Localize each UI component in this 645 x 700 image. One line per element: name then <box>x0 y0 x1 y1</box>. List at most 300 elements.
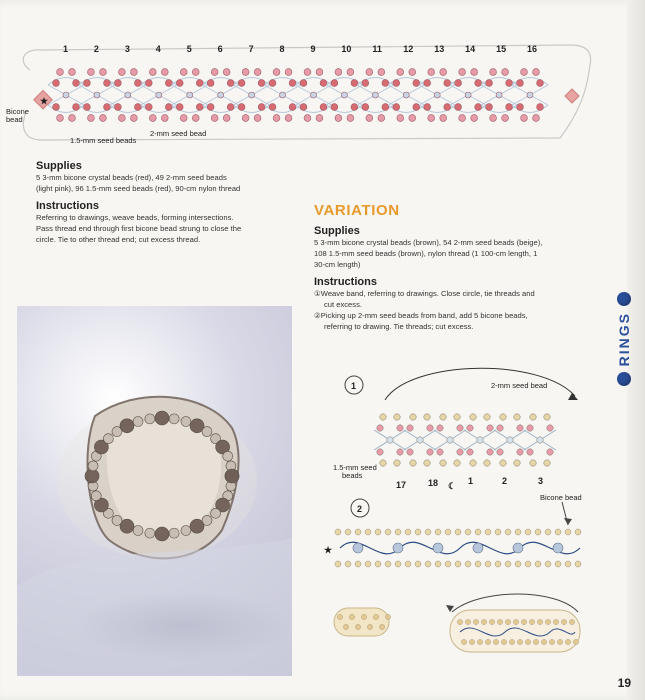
variation-instr1-line-2: cut excess. <box>324 300 362 309</box>
bead <box>490 115 497 122</box>
rings-tab-text: RINGS <box>616 312 632 367</box>
bead <box>196 104 203 111</box>
top-diagram-number: 8 <box>279 44 285 54</box>
bead <box>393 80 400 87</box>
bead <box>118 115 125 122</box>
bead <box>490 69 497 76</box>
bead <box>427 449 433 455</box>
bead <box>192 115 199 122</box>
bead <box>377 425 383 431</box>
bead <box>530 414 536 420</box>
mini-bead <box>457 619 462 624</box>
bead <box>377 449 383 455</box>
bead <box>331 80 338 87</box>
bead <box>455 80 462 87</box>
page-number: 19 <box>617 676 631 690</box>
bead-bow-pattern <box>48 69 548 122</box>
bead <box>320 104 327 111</box>
mini-bead <box>549 639 554 644</box>
bead <box>165 80 172 87</box>
bead <box>88 69 95 76</box>
bead <box>300 80 307 87</box>
bead <box>537 80 544 87</box>
seed-bead <box>365 529 371 535</box>
instructions-line-2: Pass thread end through first bicone bead strung to close the <box>36 224 242 233</box>
ring-bead <box>155 411 169 425</box>
mini-bead <box>473 619 478 624</box>
bead <box>470 414 476 420</box>
bead <box>100 69 107 76</box>
bead <box>227 104 234 111</box>
seed-bead <box>465 529 471 535</box>
ring-bead <box>155 527 169 541</box>
seed-bead <box>335 561 341 567</box>
bead <box>527 425 533 431</box>
mini-bead <box>379 624 384 629</box>
variation-diagram <box>320 360 620 680</box>
thread-outline <box>23 45 590 140</box>
bead <box>207 104 214 111</box>
top-diagram-number: 6 <box>217 44 223 54</box>
bead <box>382 80 389 87</box>
seed-bead <box>385 561 391 567</box>
bead <box>397 69 404 76</box>
seed-bead <box>465 561 471 567</box>
ring-bead <box>190 519 204 533</box>
ring-bead <box>223 451 233 461</box>
bead <box>289 80 296 87</box>
variation-step-2-band <box>335 529 581 567</box>
bead <box>242 69 249 76</box>
bead <box>471 115 478 122</box>
bead <box>211 115 218 122</box>
mini-bead <box>343 624 348 629</box>
mini-bead <box>529 619 534 624</box>
bead <box>467 449 473 455</box>
seed-bead <box>345 529 351 535</box>
variation-supplies-line-3: 30-cm length) <box>314 260 361 269</box>
bead <box>517 80 524 87</box>
seed-bead <box>485 529 491 535</box>
top-diagram-number: 16 <box>527 44 538 54</box>
bead <box>457 425 463 431</box>
bead <box>149 69 156 76</box>
ring-bead <box>120 419 134 433</box>
bead <box>486 104 493 111</box>
mini-bead <box>465 619 470 624</box>
bead <box>394 414 400 420</box>
seed-bead <box>545 529 551 535</box>
bead <box>506 104 513 111</box>
variation-instructions-title: Instructions <box>314 276 377 288</box>
mini-bead <box>501 639 506 644</box>
top-diagram-number: 10 <box>341 44 352 54</box>
bead <box>187 92 193 98</box>
supplies-line-2: (light pink), 96 1.5-mm seed beads (red), 90-cm nylon thread <box>36 184 241 193</box>
mini-bead <box>553 619 558 624</box>
bead <box>397 449 403 455</box>
bead <box>223 69 230 76</box>
mini-bead <box>513 619 518 624</box>
seed-bead <box>475 529 481 535</box>
bead <box>165 104 172 111</box>
bead <box>73 104 80 111</box>
bead <box>63 92 69 98</box>
seed-bead <box>565 561 571 567</box>
seed-bead <box>415 561 421 567</box>
bead <box>527 449 533 455</box>
left-instructions <box>36 160 306 245</box>
bead <box>380 414 386 420</box>
center-bead <box>513 543 523 553</box>
mini-bead <box>361 614 366 619</box>
bead <box>249 92 255 98</box>
bead <box>310 92 316 98</box>
seed-bead <box>425 529 431 535</box>
bead <box>444 104 451 111</box>
seed-bead <box>335 529 341 535</box>
bead <box>514 414 520 420</box>
bead <box>258 104 265 111</box>
seed-2-mm-label: 2-mm seed bead <box>491 381 548 390</box>
seed-bead <box>555 561 561 567</box>
bead <box>335 115 342 122</box>
bead <box>533 115 540 122</box>
seed-bead <box>375 561 381 567</box>
bead <box>130 115 137 122</box>
bead <box>470 460 476 466</box>
mini-bead <box>541 639 546 644</box>
bead <box>114 104 121 111</box>
bead <box>118 69 125 76</box>
seed-bead <box>435 529 441 535</box>
variation-step-1-beads <box>374 414 556 466</box>
variation-title: VARIATION <box>314 202 400 219</box>
top-diagram-number: 3 <box>124 44 130 54</box>
mini-bead <box>569 619 574 624</box>
rings-side-tab <box>613 292 635 390</box>
bead <box>500 460 506 466</box>
variation-supplies-line-1: 5 3-mm bicone crystal beads (brown), 54 2-mm seed beads (beige), <box>314 238 543 247</box>
bead <box>238 104 245 111</box>
variation-instr2-line-2: referring to drawing. Tie threads; cut excess. <box>324 322 474 331</box>
star-marker: ★ <box>40 96 49 106</box>
bead <box>380 460 386 466</box>
bead <box>475 104 482 111</box>
seed-15-label-a: 1.5-mm seed <box>333 463 377 472</box>
bead <box>397 115 404 122</box>
ring-photo <box>17 306 292 676</box>
seed-2-label: 2-mm seed bead <box>150 129 207 138</box>
bicone-bead-label: Bicone bead <box>6 107 29 124</box>
top-diagram-number: 2 <box>93 44 99 54</box>
ring-bead <box>91 491 101 501</box>
top-weaving-diagram <box>0 0 645 150</box>
bead <box>53 80 60 87</box>
num-2: 2 <box>502 476 508 486</box>
seed-bead <box>405 561 411 567</box>
bead <box>459 115 466 122</box>
supplies-line-1: 5 3-mm bicone crystal beads (red), 49 2-mm seed beads <box>36 173 227 182</box>
bead <box>269 80 276 87</box>
mini-ring-left <box>334 608 391 636</box>
bead <box>114 80 121 87</box>
num-3: 3 <box>538 476 544 486</box>
bead <box>73 80 80 87</box>
bead <box>145 80 152 87</box>
bead <box>477 437 483 443</box>
seed-bead <box>495 561 501 567</box>
bead <box>341 92 347 98</box>
bead <box>335 69 342 76</box>
bead <box>285 115 292 122</box>
step-1-number: 1 <box>351 381 357 391</box>
ring-bead <box>145 528 155 538</box>
ring-bead <box>133 416 143 426</box>
bead <box>176 104 183 111</box>
mini-bead <box>505 619 510 624</box>
center-bead <box>353 543 363 553</box>
mini-bead <box>469 639 474 644</box>
ring-bead <box>133 526 143 536</box>
bead <box>176 80 183 87</box>
mini-bead <box>545 619 550 624</box>
step-2-number: 2 <box>357 504 363 514</box>
bead <box>84 104 91 111</box>
ring-bead <box>88 461 98 471</box>
moon-marker: ☾ <box>448 481 457 491</box>
bead <box>273 115 280 122</box>
bead <box>57 69 64 76</box>
bead <box>362 80 369 87</box>
bead <box>207 80 214 87</box>
bead <box>547 425 553 431</box>
seed-bead <box>505 561 511 567</box>
mini-bead <box>537 619 542 624</box>
bead <box>180 115 187 122</box>
num-18: 18 <box>428 478 439 488</box>
bead <box>149 115 156 122</box>
bead <box>347 69 354 76</box>
top-diagram-number: 15 <box>496 44 507 54</box>
num-1: 1 <box>468 476 474 486</box>
bead <box>547 449 553 455</box>
bead <box>437 449 443 455</box>
bead <box>403 92 409 98</box>
top-diagram-number: 9 <box>310 44 316 54</box>
mini-bead <box>565 639 570 644</box>
ring-bead <box>169 528 179 538</box>
bead <box>521 115 528 122</box>
bead <box>351 80 358 87</box>
ring-bead <box>202 427 212 437</box>
seed-bead <box>415 529 421 535</box>
bead <box>502 115 509 122</box>
bead <box>497 449 503 455</box>
variation-supplies-title: Supplies <box>314 225 360 237</box>
bead <box>484 460 490 466</box>
seed-bead <box>565 529 571 535</box>
seed-bead <box>495 529 501 535</box>
bead <box>331 104 338 111</box>
band-thread <box>340 542 580 554</box>
bead <box>407 425 413 431</box>
seed-bead <box>575 529 581 535</box>
bead <box>254 69 261 76</box>
ring-bead <box>181 526 191 536</box>
bead <box>454 460 460 466</box>
seed-bead <box>345 561 351 567</box>
bead <box>496 92 502 98</box>
seed-bead <box>455 529 461 535</box>
variation-supplies-line-2: 108 1.5-mm seed beads (brown), nylon thread (1 100-cm length, 1 <box>314 249 538 258</box>
seed-bead <box>545 561 551 567</box>
seed-bead <box>425 561 431 567</box>
variation-section <box>314 202 609 332</box>
ring-bead <box>112 515 122 525</box>
bead <box>428 115 435 122</box>
rings-tab-dot-bottom <box>617 372 631 386</box>
bead <box>316 115 323 122</box>
bead <box>372 92 378 98</box>
mini-bead <box>573 639 578 644</box>
seed-bead <box>535 529 541 535</box>
seed-bead <box>405 529 411 535</box>
bead <box>351 104 358 111</box>
bead <box>320 80 327 87</box>
ring-bead <box>225 469 239 483</box>
bead <box>156 92 162 98</box>
ring-bead <box>145 414 155 424</box>
bead <box>471 69 478 76</box>
bead <box>440 69 447 76</box>
bead <box>500 414 506 420</box>
bead <box>100 115 107 122</box>
top-diagram-number: 13 <box>434 44 445 54</box>
bead <box>223 115 230 122</box>
mini-bead <box>489 619 494 624</box>
center-bead <box>433 543 443 553</box>
bead <box>424 414 430 420</box>
bead <box>407 449 413 455</box>
bead <box>497 425 503 431</box>
bead <box>300 104 307 111</box>
bead <box>387 437 393 443</box>
bead <box>382 104 389 111</box>
bead <box>517 425 523 431</box>
bead <box>454 414 460 420</box>
bead <box>467 425 473 431</box>
bead <box>192 69 199 76</box>
seed-bead <box>355 561 361 567</box>
seed-bead <box>505 529 511 535</box>
top-diagram-number: 14 <box>465 44 476 54</box>
seed-bead <box>395 561 401 567</box>
top-diagram-number: 4 <box>155 44 161 54</box>
bead <box>521 69 528 76</box>
center-bead <box>553 543 563 553</box>
seed-bead <box>475 561 481 567</box>
mini-bead <box>367 624 372 629</box>
mini-bead <box>481 619 486 624</box>
bead <box>507 437 513 443</box>
bead <box>227 80 234 87</box>
bead <box>125 92 131 98</box>
mini-bead <box>461 639 466 644</box>
seed-bead <box>515 561 521 567</box>
bead <box>161 69 168 76</box>
star-marker-2: ★ <box>324 545 333 555</box>
bead <box>424 460 430 466</box>
mini-bead <box>477 639 482 644</box>
bead <box>347 115 354 122</box>
variation-instr1-line-1: ①Weave band, referring to drawings. Close circle, tie threads and <box>314 289 535 298</box>
bead <box>145 104 152 111</box>
bead <box>280 92 286 98</box>
mini-bead <box>355 624 360 629</box>
bead <box>487 425 493 431</box>
bead <box>410 460 416 466</box>
bead <box>130 69 137 76</box>
bead <box>254 115 261 122</box>
seed-bead <box>535 561 541 567</box>
mini-bead <box>533 639 538 644</box>
ring-bead <box>169 414 179 424</box>
bead <box>397 425 403 431</box>
seed-bead <box>525 529 531 535</box>
bead <box>440 414 446 420</box>
seed-bead <box>395 529 401 535</box>
bead <box>440 115 447 122</box>
bead <box>444 80 451 87</box>
bead <box>427 425 433 431</box>
mini-bead <box>385 614 390 619</box>
bead <box>269 104 276 111</box>
bead <box>486 80 493 87</box>
bead <box>258 80 265 87</box>
bead <box>484 414 490 420</box>
bead <box>362 104 369 111</box>
bead <box>393 104 400 111</box>
bead <box>84 80 91 87</box>
bead <box>242 115 249 122</box>
bead <box>537 437 543 443</box>
num-17: 17 <box>396 480 407 490</box>
mini-bead <box>337 614 342 619</box>
mini-bead <box>561 619 566 624</box>
mini-bead <box>493 639 498 644</box>
bead <box>517 449 523 455</box>
bead <box>104 104 111 111</box>
bead <box>88 115 95 122</box>
bead <box>238 80 245 87</box>
variation-instr2-line-1: ②Picking up 2-mm seed beads from band, add 5 bicone beads, <box>314 311 528 320</box>
bead <box>447 437 453 443</box>
seed-bead <box>375 529 381 535</box>
bead <box>180 69 187 76</box>
bead <box>316 69 323 76</box>
bead <box>285 69 292 76</box>
bead <box>527 92 533 98</box>
bead <box>434 92 440 98</box>
seed-bead <box>445 529 451 535</box>
instructions-line-3: circle. Tie to other thread end; cut excess thread. <box>36 235 201 244</box>
bead <box>304 115 311 122</box>
top-diagram-number: 7 <box>248 44 254 54</box>
center-bead <box>393 543 403 553</box>
mini-bead <box>509 639 514 644</box>
mini-bead <box>521 619 526 624</box>
